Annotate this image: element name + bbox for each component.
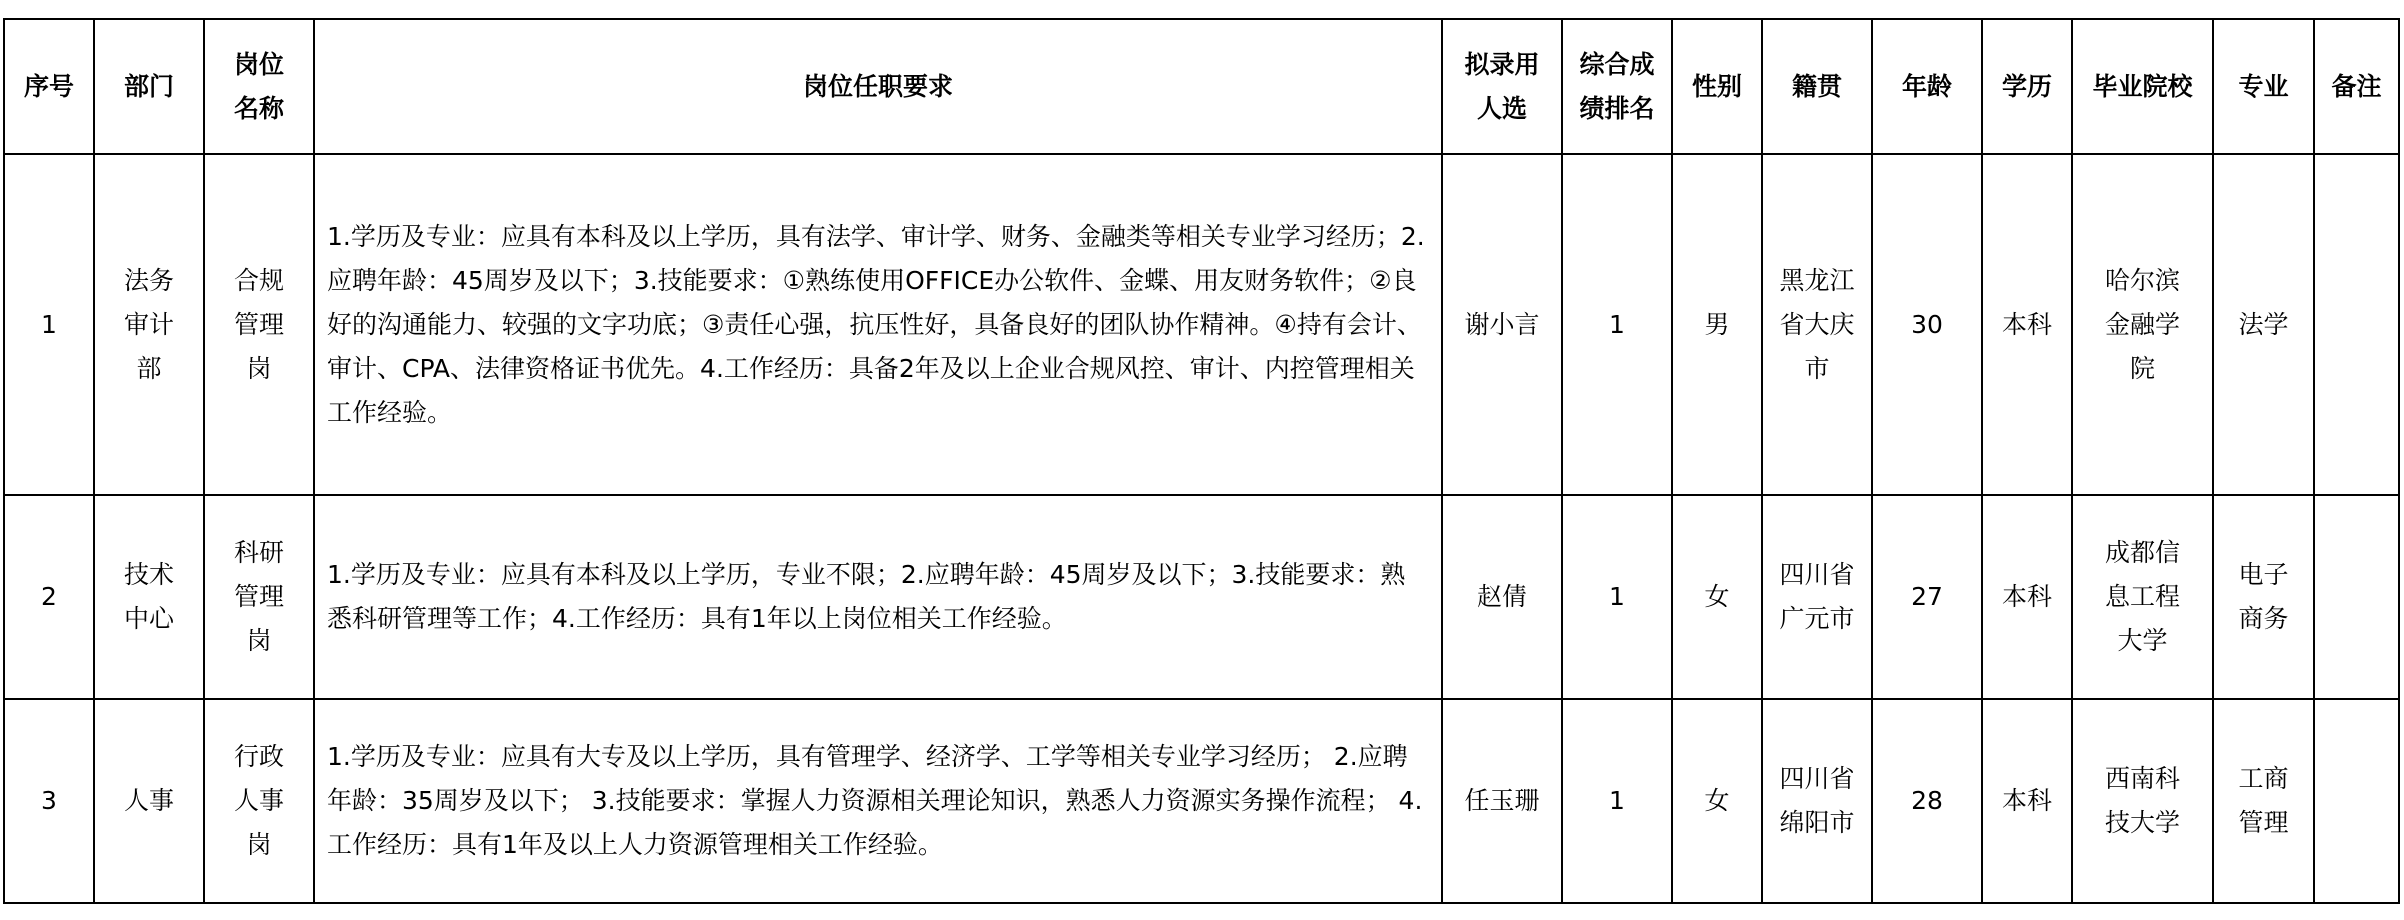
cell-age: 28 — [1872, 699, 1982, 903]
cell-gender: 女 — [1672, 699, 1762, 903]
cell-major: 法学 — [2213, 154, 2314, 495]
cell-requirements: 1.学历及专业：应具有本科及以上学历，具有法学、审计学、财务、金融类等相关专业学习经历；2.应聘年龄：45周岁及以下；3.技能要求：①熟练使用OFFICE办公软件、金蝶、用友财务软件；②良好的沟通能力、较强的文字功底；③责任心强，抗压性好，具备良好的团队协作精神。④持有会计、审计、CPA、法律资格证书优先。4.工作经历：具备2年及以上企业合规风控、审计、内控管理相关工作经验。 — [314, 154, 1442, 495]
cell-candidate: 谢小言 — [1442, 154, 1562, 495]
header-education: 学历 — [1982, 19, 2072, 154]
cell-remark — [2314, 495, 2399, 699]
header-requirements: 岗位任职要求 — [314, 19, 1442, 154]
cell-position: 合规管理岗 — [204, 154, 314, 495]
header-dept: 部门 — [94, 19, 204, 154]
cell-age: 27 — [1872, 495, 1982, 699]
cell-school: 成都信息工程大学 — [2072, 495, 2213, 699]
table-row — [4, 699, 2399, 903]
cell-dept: 法务审计部 — [94, 154, 204, 495]
cell-major: 电子商务 — [2213, 495, 2314, 699]
header-seq: 序号 — [4, 19, 94, 154]
header-age: 年龄 — [1872, 19, 1982, 154]
cell-gender: 女 — [1672, 495, 1762, 699]
cell-age: 30 — [1872, 154, 1982, 495]
header-school: 毕业院校 — [2072, 19, 2213, 154]
cell-native: 四川省广元市 — [1762, 495, 1872, 699]
cell-education: 本科 — [1982, 699, 2072, 903]
cell-rank: 1 — [1562, 154, 1672, 495]
cell-requirements: 1.学历及专业：应具有本科及以上学历，专业不限；2.应聘年龄：45周岁及以下；3.技能要求：熟悉科研管理等工作；4.工作经历：具有1年以上岗位相关工作经验。 — [314, 495, 1442, 699]
table-row — [4, 154, 2399, 495]
cell-position: 行政人事岗 — [204, 699, 314, 903]
header-major: 专业 — [2213, 19, 2314, 154]
cell-gender: 男 — [1672, 154, 1762, 495]
cell-seq: 1 — [4, 154, 94, 495]
cell-school: 西南科技大学 — [2072, 699, 2213, 903]
cell-remark — [2314, 154, 2399, 495]
recruitment-table — [3, 18, 2400, 904]
cell-school: 哈尔滨金融学院 — [2072, 154, 2213, 495]
header-position: 岗位名称 — [204, 19, 314, 154]
cell-rank: 1 — [1562, 495, 1672, 699]
cell-seq: 3 — [4, 699, 94, 903]
cell-candidate: 赵倩 — [1442, 495, 1562, 699]
cell-dept: 人事 — [94, 699, 204, 903]
table-row — [4, 495, 2399, 699]
cell-native: 四川省绵阳市 — [1762, 699, 1872, 903]
cell-education: 本科 — [1982, 495, 2072, 699]
cell-education: 本科 — [1982, 154, 2072, 495]
cell-major: 工商管理 — [2213, 699, 2314, 903]
cell-remark — [2314, 699, 2399, 903]
cell-seq: 2 — [4, 495, 94, 699]
header-remark: 备注 — [2314, 19, 2399, 154]
cell-rank: 1 — [1562, 699, 1672, 903]
header-row — [4, 19, 2399, 154]
header-native: 籍贯 — [1762, 19, 1872, 154]
cell-position: 科研管理岗 — [204, 495, 314, 699]
cell-candidate: 任玉珊 — [1442, 699, 1562, 903]
header-candidate: 拟录用人选 — [1442, 19, 1562, 154]
cell-native: 黑龙江省大庆市 — [1762, 154, 1872, 495]
cell-dept: 技术中心 — [94, 495, 204, 699]
cell-requirements: 1.学历及专业：应具有大专及以上学历，具有管理学、经济学、工学等相关专业学习经历； 2.应聘年龄：35周岁及以下； 3.技能要求：掌握人力资源相关理论知识，熟悉人力资源实务操作流程； 4.工作经历：具有1年及以上人力资源管理相关工作经验。 — [314, 699, 1442, 903]
header-rank: 综合成绩排名 — [1562, 19, 1672, 154]
header-gender: 性别 — [1672, 19, 1762, 154]
